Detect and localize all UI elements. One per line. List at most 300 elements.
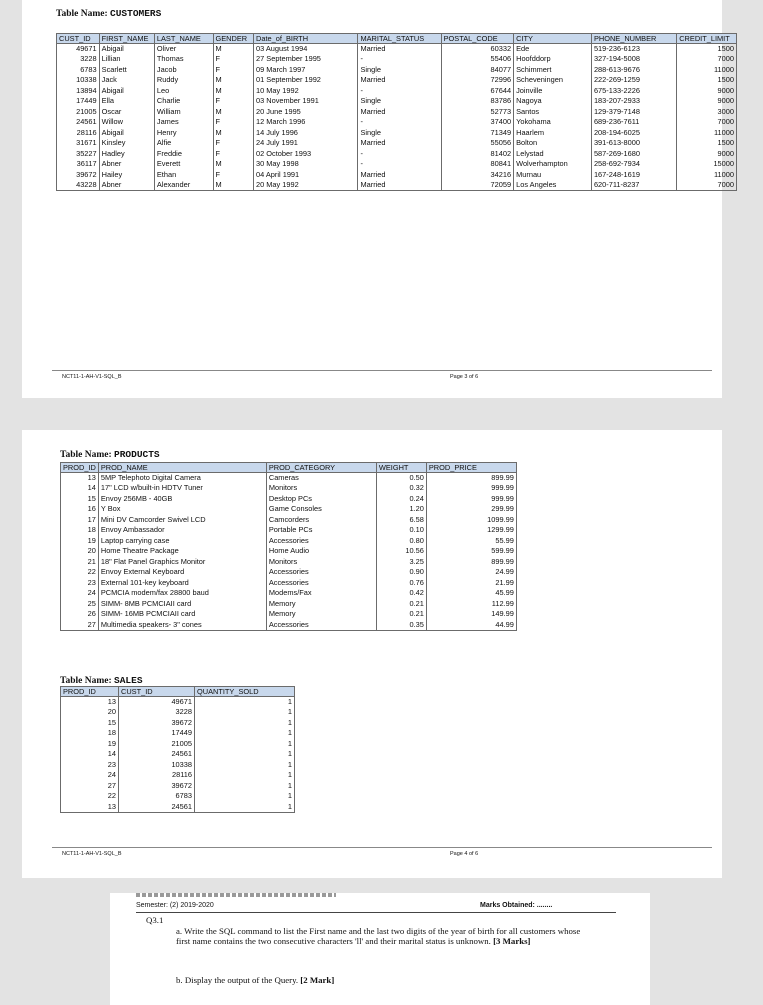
customers-cell-marital-status: Married: [358, 107, 441, 118]
customers-cell-gender: F: [213, 138, 254, 149]
customers-header-credit-limit: CREDIT_LIMIT: [677, 34, 737, 44]
products-cell-prod-category: Monitors: [266, 557, 376, 568]
products-cell-prod-name: Envoy Ambassador: [98, 525, 266, 536]
products-cell-prod-category: Accessories: [266, 578, 376, 589]
customers-cell-date-of-birth: 09 March 1997: [254, 65, 358, 76]
products-cell-prod-id: 20: [61, 546, 99, 557]
products-header-prod-name: PROD_NAME: [98, 463, 266, 473]
page3-footer-divider: [52, 370, 712, 371]
customers-cell-phone-number: 391-613-8000: [591, 138, 676, 149]
customers-cell-postal-code: 55056: [441, 138, 513, 149]
products-cell-prod-category: Accessories: [266, 536, 376, 547]
customers-cell-city: Yokohama: [514, 117, 592, 128]
sales-cell-prod-id: 13: [61, 802, 119, 813]
customers-cell-first-name: Abigail: [99, 44, 154, 55]
document-page-3: [22, 0, 734, 398]
part-b-prefix: b.: [176, 975, 183, 985]
customers-cell-gender: M: [213, 44, 254, 55]
customers-cell-phone-number: 675-133-2226: [591, 86, 676, 97]
sales-row: [61, 707, 295, 718]
products-cell-prod-price: 599.99: [426, 546, 516, 557]
question-number: Q3.1: [146, 915, 164, 925]
part-a-marks: [3 Marks]: [493, 936, 531, 946]
sales-cell-prod-id: 14: [61, 749, 119, 760]
part-a-prefix: a.: [176, 926, 183, 936]
customers-cell-gender: M: [213, 107, 254, 118]
sales-cell-quantity-sold: 1: [195, 760, 295, 771]
customers-row: [57, 96, 737, 107]
customers-cell-city: Wolverhampton: [514, 159, 592, 170]
customers-cell-city: Nagoya: [514, 96, 592, 107]
customers-cell-cust-id: 24561: [57, 117, 100, 128]
customers-cell-credit-limit: 1500: [677, 138, 737, 149]
customers-cell-marital-status: Single: [358, 128, 441, 139]
sales-cell-cust-id: 28116: [119, 770, 195, 781]
products-cell-prod-id: 14: [61, 483, 99, 494]
products-cell-prod-id: 17: [61, 515, 99, 526]
sales-cell-prod-id: 15: [61, 718, 119, 729]
customers-header-row: [57, 34, 737, 44]
customers-cell-cust-id: 36117: [57, 159, 100, 170]
customers-cell-marital-status: Married: [358, 75, 441, 86]
customers-cell-gender: F: [213, 170, 254, 181]
customers-cell-last-name: Henry: [154, 128, 213, 139]
sales-row: [61, 739, 295, 750]
header-divider: [136, 912, 616, 913]
sales-cell-prod-id: 22: [61, 791, 119, 802]
customers-cell-credit-limit: 7000: [677, 117, 737, 128]
sales-cell-prod-id: 20: [61, 707, 119, 718]
customers-cell-first-name: Scarlett: [99, 65, 154, 76]
customers-cell-credit-limit: 3000: [677, 107, 737, 118]
products-table: [60, 462, 517, 631]
customers-cell-credit-limit: 11000: [677, 128, 737, 139]
products-header-prod-category: PROD_CATEGORY: [266, 463, 376, 473]
customers-cell-first-name: Ella: [99, 96, 154, 107]
customers-cell-city: Lelystad: [514, 149, 592, 160]
customers-cell-cust-id: 49671: [57, 44, 100, 55]
customers-cell-last-name: Freddie: [154, 149, 213, 160]
part-b-marks: [2 Mark]: [300, 975, 335, 985]
document-page-5: [110, 893, 650, 1005]
customers-row: [57, 107, 737, 118]
products-table-name: PRODUCTS: [114, 449, 160, 460]
sales-cell-cust-id: 39672: [119, 781, 195, 792]
customers-cell-credit-limit: 15000: [677, 159, 737, 170]
customers-cell-last-name: Ruddy: [154, 75, 213, 86]
customers-cell-last-name: Everett: [154, 159, 213, 170]
customers-cell-first-name: Lillian: [99, 54, 154, 65]
customers-cell-city: Joinville: [514, 86, 592, 97]
customers-cell-credit-limit: 11000: [677, 65, 737, 76]
customers-cell-last-name: Jacob: [154, 65, 213, 76]
customers-cell-phone-number: 288-613-9676: [591, 65, 676, 76]
products-cell-prod-category: Desktop PCs: [266, 494, 376, 505]
products-cell-prod-price: 999.99: [426, 483, 516, 494]
customers-cell-last-name: Thomas: [154, 54, 213, 65]
page4-doc-code: NCT11-1-AH-V1-SQL_B: [62, 851, 122, 857]
customers-header-last-name: LAST_NAME: [154, 34, 213, 44]
customers-cell-first-name: Oscar: [99, 107, 154, 118]
sales-cell-prod-id: 24: [61, 770, 119, 781]
products-cell-prod-name: Mini DV Camcorder Swivel LCD: [98, 515, 266, 526]
customers-cell-city: Schimmert: [514, 65, 592, 76]
sales-row: [61, 718, 295, 729]
products-cell-prod-name: Multimedia speakers- 3" cones: [98, 620, 266, 631]
customers-cell-city: Murnau: [514, 170, 592, 181]
customers-cell-date-of-birth: 01 September 1992: [254, 75, 358, 86]
sales-cell-quantity-sold: 1: [195, 770, 295, 781]
customers-cell-cust-id: 6783: [57, 65, 100, 76]
customers-cell-marital-status: Married: [358, 44, 441, 55]
cropped-header-text: [136, 893, 336, 897]
customers-cell-marital-status: -: [358, 54, 441, 65]
sales-cell-cust-id: 49671: [119, 697, 195, 708]
customers-cell-first-name: Abigail: [99, 86, 154, 97]
customers-cell-city: Hoofddorp: [514, 54, 592, 65]
products-row: [61, 609, 517, 620]
products-cell-prod-price: 149.99: [426, 609, 516, 620]
customers-header-postal-code: POSTAL_CODE: [441, 34, 513, 44]
customers-cell-postal-code: 72996: [441, 75, 513, 86]
products-cell-prod-category: Memory: [266, 599, 376, 610]
customers-cell-city: Los Angeles: [514, 180, 592, 191]
customers-cell-credit-limit: 1500: [677, 75, 737, 86]
products-row: [61, 494, 517, 505]
products-cell-prod-id: 24: [61, 588, 99, 599]
customers-cell-first-name: Jack: [99, 75, 154, 86]
products-cell-prod-name: Envoy External Keyboard: [98, 567, 266, 578]
customers-row: [57, 128, 737, 139]
sales-cell-prod-id: 27: [61, 781, 119, 792]
products-cell-prod-id: 21: [61, 557, 99, 568]
customers-cell-city: Haarlem: [514, 128, 592, 139]
customers-cell-date-of-birth: 02 October 1993: [254, 149, 358, 160]
products-cell-prod-name: 18" Flat Panel Graphics Monitor: [98, 557, 266, 568]
products-cell-weight: 10.56: [376, 546, 426, 557]
products-cell-prod-price: 44.99: [426, 620, 516, 631]
customers-cell-date-of-birth: 12 March 1996: [254, 117, 358, 128]
customers-row: [57, 159, 737, 170]
products-cell-prod-id: 18: [61, 525, 99, 536]
products-cell-prod-id: 23: [61, 578, 99, 589]
customers-cell-date-of-birth: 24 July 1991: [254, 138, 358, 149]
customers-table: [56, 33, 737, 191]
sales-table-name: SALES: [114, 675, 143, 686]
products-cell-weight: 0.80: [376, 536, 426, 547]
sales-cell-quantity-sold: 1: [195, 781, 295, 792]
page4-footer-divider: [52, 847, 712, 848]
products-cell-prod-price: 899.99: [426, 473, 516, 484]
products-cell-prod-price: 999.99: [426, 494, 516, 505]
page4-page-number: Page 4 of 6: [450, 851, 479, 857]
products-row: [61, 473, 517, 484]
products-cell-prod-price: 899.99: [426, 557, 516, 568]
products-row: [61, 536, 517, 547]
sales-cell-quantity-sold: 1: [195, 791, 295, 802]
customers-row: [57, 65, 737, 76]
customers-cell-first-name: Hailey: [99, 170, 154, 181]
sales-header-prod-id: PROD_ID: [61, 687, 119, 697]
products-cell-prod-id: 13: [61, 473, 99, 484]
sales-row: [61, 781, 295, 792]
part-a-text: Write the SQL command to list the First name and the last two digits of the year of birth for all customers whose first name contains the two consecutive characters 'll' and their marital status is unknown.: [176, 926, 581, 946]
customers-cell-phone-number: 208-194-6025: [591, 128, 676, 139]
products-cell-prod-name: Envoy 256MB - 40GB: [98, 494, 266, 505]
customers-cell-gender: F: [213, 96, 254, 107]
products-cell-prod-id: 22: [61, 567, 99, 578]
customers-cell-postal-code: 83786: [441, 96, 513, 107]
customers-table-title: [56, 8, 161, 19]
products-cell-prod-category: Camcorders: [266, 515, 376, 526]
sales-cell-cust-id: 24561: [119, 749, 195, 760]
products-cell-prod-name: Laptop carrying case: [98, 536, 266, 547]
products-cell-prod-name: SIMM- 8MB PCMCIAII card: [98, 599, 266, 610]
customers-cell-last-name: James: [154, 117, 213, 128]
customers-cell-date-of-birth: 30 May 1998: [254, 159, 358, 170]
page3-doc-code: NCT11-1-AH-V1-SQL_B: [62, 374, 122, 380]
products-row: [61, 599, 517, 610]
customers-cell-postal-code: 71349: [441, 128, 513, 139]
customers-row: [57, 138, 737, 149]
products-cell-weight: 0.90: [376, 567, 426, 578]
products-cell-prod-category: Monitors: [266, 483, 376, 494]
customers-cell-marital-status: -: [358, 117, 441, 128]
customers-cell-last-name: Charlie: [154, 96, 213, 107]
customers-cell-phone-number: 222-269-1259: [591, 75, 676, 86]
products-header-prod-id: PROD_ID: [61, 463, 99, 473]
customers-cell-marital-status: -: [358, 159, 441, 170]
products-cell-weight: 3.25: [376, 557, 426, 568]
customers-cell-cust-id: 35227: [57, 149, 100, 160]
sales-cell-quantity-sold: 1: [195, 749, 295, 760]
sales-row: [61, 770, 295, 781]
products-table-title: [60, 449, 160, 460]
products-header-row: [61, 463, 517, 473]
products-row: [61, 557, 517, 568]
customers-cell-last-name: Oliver: [154, 44, 213, 55]
products-cell-prod-price: 55.99: [426, 536, 516, 547]
customers-cell-phone-number: 587-269-1680: [591, 149, 676, 160]
products-row: [61, 620, 517, 631]
sales-cell-prod-id: 18: [61, 728, 119, 739]
customers-cell-postal-code: 72059: [441, 180, 513, 191]
customers-cell-first-name: Hadley: [99, 149, 154, 160]
sales-row: [61, 802, 295, 813]
customers-cell-date-of-birth: 27 September 1995: [254, 54, 358, 65]
products-cell-prod-category: Home Audio: [266, 546, 376, 557]
sales-body: [61, 697, 295, 813]
customers-cell-gender: F: [213, 65, 254, 76]
customers-cell-postal-code: 80841: [441, 159, 513, 170]
products-row: [61, 546, 517, 557]
customers-cell-date-of-birth: 20 June 1995: [254, 107, 358, 118]
products-cell-weight: 0.21: [376, 599, 426, 610]
customers-row: [57, 149, 737, 160]
customers-cell-gender: M: [213, 128, 254, 139]
sales-cell-quantity-sold: 1: [195, 802, 295, 813]
customers-cell-first-name: Abigail: [99, 128, 154, 139]
customers-cell-credit-limit: 1500: [677, 44, 737, 55]
products-cell-prod-id: 15: [61, 494, 99, 505]
customers-cell-date-of-birth: 10 May 1992: [254, 86, 358, 97]
products-header-weight: WEIGHT: [376, 463, 426, 473]
products-cell-prod-id: 27: [61, 620, 99, 631]
customers-cell-phone-number: 129-379-7148: [591, 107, 676, 118]
customers-cell-first-name: Abner: [99, 159, 154, 170]
sales-cell-quantity-sold: 1: [195, 697, 295, 708]
marks-obtained-label: Marks Obtained: ........: [480, 902, 553, 909]
sales-cell-cust-id: 17449: [119, 728, 195, 739]
sales-cell-prod-id: 13: [61, 697, 119, 708]
customers-cell-phone-number: 258-692-7934: [591, 159, 676, 170]
products-cell-prod-category: Modems/Fax: [266, 588, 376, 599]
sales-cell-cust-id: 21005: [119, 739, 195, 750]
customers-cell-cust-id: 31671: [57, 138, 100, 149]
customers-header-cust-id: CUST_ID: [57, 34, 100, 44]
customers-cell-gender: F: [213, 54, 254, 65]
customers-cell-city: Santos: [514, 107, 592, 118]
products-cell-weight: 0.76: [376, 578, 426, 589]
customers-cell-gender: M: [213, 75, 254, 86]
customers-cell-postal-code: 34216: [441, 170, 513, 181]
products-cell-prod-name: External 101-key keyboard: [98, 578, 266, 589]
customers-cell-cust-id: 17449: [57, 96, 100, 107]
customers-row: [57, 180, 737, 191]
products-cell-prod-category: Accessories: [266, 620, 376, 631]
customers-cell-gender: M: [213, 86, 254, 97]
customers-table-label: Table Name:: [56, 9, 108, 19]
sales-row: [61, 697, 295, 708]
sales-cell-quantity-sold: 1: [195, 707, 295, 718]
products-cell-weight: 0.21: [376, 609, 426, 620]
sales-cell-quantity-sold: 1: [195, 739, 295, 750]
products-cell-prod-id: 25: [61, 599, 99, 610]
products-cell-prod-category: Memory: [266, 609, 376, 620]
sales-table-label: Table Name:: [60, 676, 112, 686]
products-cell-prod-price: 112.99: [426, 599, 516, 610]
products-cell-prod-category: Portable PCs: [266, 525, 376, 536]
sales-cell-cust-id: 6783: [119, 791, 195, 802]
customers-body: [57, 44, 737, 191]
customers-cell-last-name: William: [154, 107, 213, 118]
customers-cell-date-of-birth: 04 April 1991: [254, 170, 358, 181]
customers-cell-credit-limit: 9000: [677, 96, 737, 107]
customers-header-phone-number: PHONE_NUMBER: [591, 34, 676, 44]
products-cell-prod-category: Game Consoles: [266, 504, 376, 515]
customers-table-name: CUSTOMERS: [110, 8, 162, 19]
customers-cell-marital-status: Married: [358, 170, 441, 181]
sales-row: [61, 749, 295, 760]
products-cell-weight: 0.42: [376, 588, 426, 599]
customers-header-city: CITY: [514, 34, 592, 44]
customers-cell-city: Bolton: [514, 138, 592, 149]
customers-cell-first-name: Abner: [99, 180, 154, 191]
customers-cell-marital-status: -: [358, 86, 441, 97]
sales-cell-cust-id: 39672: [119, 718, 195, 729]
question-part-a: [176, 926, 596, 946]
products-cell-prod-price: 24.99: [426, 567, 516, 578]
customers-cell-phone-number: 327-194-5008: [591, 54, 676, 65]
products-cell-prod-name: 5MP Telephoto Digital Camera: [98, 473, 266, 484]
customers-cell-gender: F: [213, 149, 254, 160]
customers-cell-gender: M: [213, 159, 254, 170]
sales-cell-cust-id: 10338: [119, 760, 195, 771]
customers-header-date-of-birth: Date_of_BIRTH: [254, 34, 358, 44]
products-row: [61, 567, 517, 578]
products-cell-prod-name: Y Box: [98, 504, 266, 515]
customers-header-gender: GENDER: [213, 34, 254, 44]
products-cell-prod-name: 17" LCD w/built-in HDTV Tuner: [98, 483, 266, 494]
sales-cell-quantity-sold: 1: [195, 718, 295, 729]
customers-cell-postal-code: 55406: [441, 54, 513, 65]
products-cell-prod-id: 19: [61, 536, 99, 547]
products-table-label: Table Name:: [60, 450, 112, 460]
customers-cell-credit-limit: 11000: [677, 170, 737, 181]
customers-cell-credit-limit: 7000: [677, 180, 737, 191]
products-cell-prod-price: 21.99: [426, 578, 516, 589]
sales-cell-quantity-sold: 1: [195, 728, 295, 739]
customers-cell-cust-id: 39672: [57, 170, 100, 181]
customers-cell-last-name: Leo: [154, 86, 213, 97]
customers-header-first-name: FIRST_NAME: [99, 34, 154, 44]
customers-row: [57, 54, 737, 65]
customers-cell-date-of-birth: 14 July 1996: [254, 128, 358, 139]
products-cell-prod-category: Accessories: [266, 567, 376, 578]
customers-row: [57, 44, 737, 55]
customers-cell-phone-number: 183-207-2933: [591, 96, 676, 107]
customers-row: [57, 117, 737, 128]
products-row: [61, 588, 517, 599]
customers-header-marital-status: MARITAL_STATUS: [358, 34, 441, 44]
customers-cell-city: Ede: [514, 44, 592, 55]
customers-cell-cust-id: 28116: [57, 128, 100, 139]
customers-cell-phone-number: 689-236-7611: [591, 117, 676, 128]
products-cell-prod-price: 1299.99: [426, 525, 516, 536]
customers-cell-first-name: Willow: [99, 117, 154, 128]
sales-row: [61, 760, 295, 771]
sales-table: [60, 686, 295, 813]
customers-cell-postal-code: 84077: [441, 65, 513, 76]
customers-row: [57, 170, 737, 181]
customers-cell-marital-status: Single: [358, 96, 441, 107]
customers-cell-postal-code: 60332: [441, 44, 513, 55]
products-cell-weight: 0.35: [376, 620, 426, 631]
sales-cell-cust-id: 24561: [119, 802, 195, 813]
customers-cell-postal-code: 67644: [441, 86, 513, 97]
products-cell-weight: 0.10: [376, 525, 426, 536]
products-cell-weight: 6.58: [376, 515, 426, 526]
products-header-prod-price: PROD_PRICE: [426, 463, 516, 473]
customers-cell-credit-limit: 9000: [677, 86, 737, 97]
sales-header-cust-id: CUST_ID: [119, 687, 195, 697]
products-cell-prod-category: Cameras: [266, 473, 376, 484]
customers-cell-date-of-birth: 03 November 1991: [254, 96, 358, 107]
customers-cell-credit-limit: 7000: [677, 54, 737, 65]
sales-header-row: [61, 687, 295, 697]
sales-cell-cust-id: 3228: [119, 707, 195, 718]
question-part-b: [176, 975, 334, 985]
part-b-text: Display the output of the Query.: [184, 975, 299, 985]
customers-cell-last-name: Alfie: [154, 138, 213, 149]
semester-label: Semester: (2) 2019-2020: [136, 902, 214, 909]
customers-cell-marital-status: Married: [358, 138, 441, 149]
customers-cell-phone-number: 519-236-6123: [591, 44, 676, 55]
products-row: [61, 525, 517, 536]
customers-cell-phone-number: 167-248-1619: [591, 170, 676, 181]
products-cell-prod-id: 26: [61, 609, 99, 620]
document-page-4: [22, 430, 722, 878]
